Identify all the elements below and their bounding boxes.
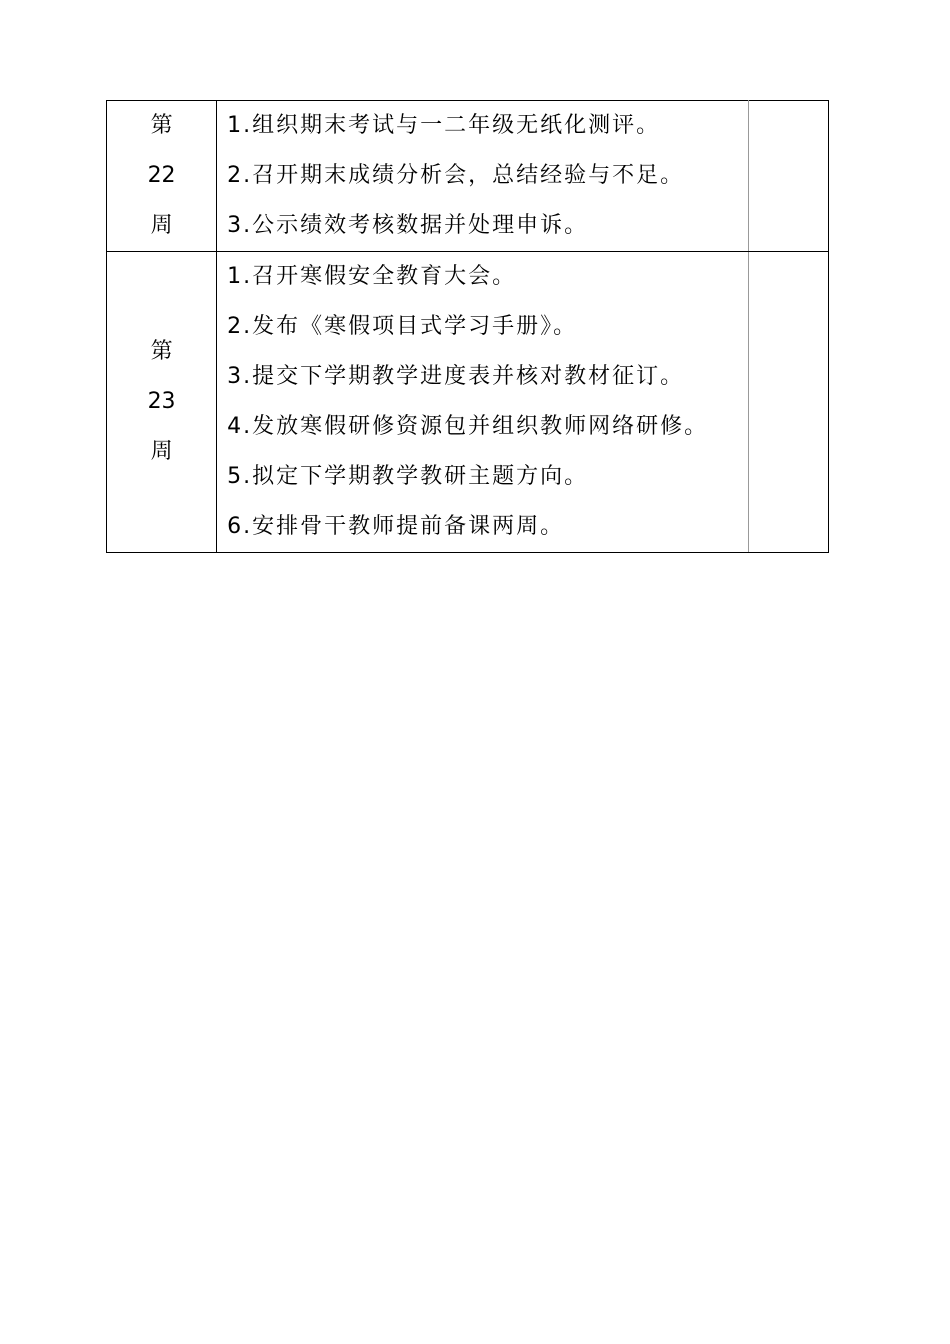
week-label-cell bbox=[107, 252, 217, 553]
task-item: 6.安排骨干教师提前备课两周。 bbox=[227, 514, 565, 539]
task-item: 2.召开期末成绩分析会，总结经验与不足。 bbox=[227, 163, 685, 188]
weekly-schedule-table bbox=[106, 100, 829, 553]
task-item: 1.召开寒假安全教育大会。 bbox=[227, 264, 517, 289]
note-cell bbox=[748, 252, 828, 553]
week-prefix: 第 bbox=[150, 113, 173, 138]
task-list-cell bbox=[217, 101, 749, 252]
task-item: 5.拟定下学期教学教研主题方向。 bbox=[227, 464, 589, 489]
table-row-week-22 bbox=[107, 101, 829, 252]
note-cell bbox=[748, 101, 828, 252]
task-list-cell bbox=[217, 252, 749, 553]
task-item: 1.组织期末考试与一二年级无纸化测评。 bbox=[227, 113, 661, 138]
task-item: 4.发放寒假研修资源包并组织教师网络研修。 bbox=[227, 414, 709, 439]
week-suffix: 周 bbox=[150, 439, 173, 464]
week-suffix: 周 bbox=[150, 213, 173, 238]
week-number: 22 bbox=[147, 163, 176, 188]
task-item: 2.发布《寒假项目式学习手册》。 bbox=[227, 314, 578, 339]
task-item: 3.提交下学期教学进度表并核对教材征订。 bbox=[227, 364, 685, 389]
week-prefix: 第 bbox=[150, 339, 173, 364]
week-label-cell bbox=[107, 101, 217, 252]
week-number: 23 bbox=[147, 389, 176, 414]
table-row-week-23 bbox=[107, 252, 829, 553]
task-item: 3.公示绩效考核数据并处理申诉。 bbox=[227, 213, 589, 238]
